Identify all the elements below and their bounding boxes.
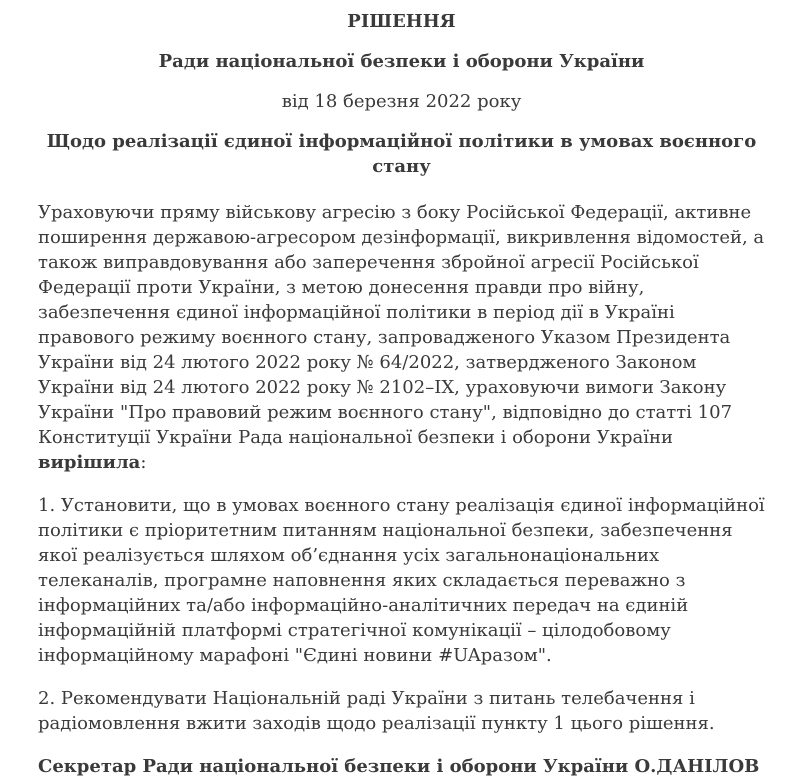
council-name: Ради національної безпеки і оборони України xyxy=(158,51,645,72)
document-title: РІШЕННЯ xyxy=(347,11,456,32)
preamble-paragraph xyxy=(38,200,765,475)
decided-word: вирішила xyxy=(38,452,141,473)
date-line: від 18 березня 2022 року xyxy=(281,91,522,112)
subject-line: Щодо реалізації єдиної інформаційної політики в умовах воєнного стану xyxy=(46,131,757,177)
item-1-paragraph: 1. Установити, що в умовах воєнного стану реалізація єдиної інформаційної політики є пріоритетним питанням національної безпеки, забезпечення якої реалізується шляхом об’єднання усіх загальнонаціональних телеканалів, програмне наповнення яких складається переважно з інформаційних та/або інформаційно-аналітичних передач на єдиній інформаційній платформі стратегічної комунікації – цілодобовому інформаційному марафоні "Єдині новини #UAразом". xyxy=(38,495,765,666)
item-2-paragraph: 2. Рекомендувати Національній раді України з питань телебачення і радіомовлення вжити заходів щодо реалізації пункту 1 цього рішення. xyxy=(38,688,715,734)
signature-line: Секретар Ради національної безпеки і оборони України О.ДАНІЛОВ xyxy=(38,756,760,777)
preamble-text: Ураховуючи пряму військову агресію з боку Російської Федерації, активне поширення державою-агресором дезінформації, викривлення відомостей, а також виправдовування або заперечення збройної агресії Російської Федерації проти України, з метою донесення правди про війну, забезпечення єдиної інформаційної політики в період дії в Україні правового режиму воєнного стану, запровадженого Указом Президента України від 24 лютого 2022 року № 64/2022, затвердженого Законом України від 24 лютого 2022 року № 2102–ІХ, ураховуючи вимоги Закону України "Про правовий режим воєнного стану", відповідно до статті 107 Конституції України Рада національної безпеки і оборони України xyxy=(38,202,765,448)
preamble-suffix: : xyxy=(140,452,147,473)
